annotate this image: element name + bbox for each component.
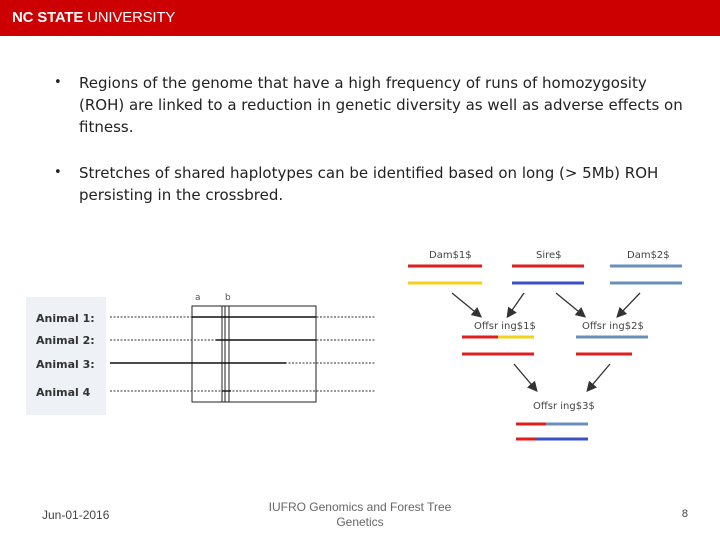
- animal-label-1: Animal 1:: [36, 312, 95, 325]
- animal-label-4: Animal 4: [36, 386, 91, 399]
- logo-bold-text: NC STATE: [12, 9, 84, 26]
- bullet-item-1: [52, 72, 692, 138]
- arrow-dam2-offspring2: [618, 293, 640, 316]
- header-bar: [0, 0, 720, 36]
- bullet-dot: •: [54, 75, 62, 90]
- offspring3-label: Offsr ing$3$: [533, 401, 595, 412]
- pedigree-figure: [400, 238, 700, 458]
- sire-label: Sire$: [536, 250, 562, 261]
- footer-title: IUFRO Genomics and Forest Tree Genetics: [268, 500, 452, 529]
- bullet-text-2: Stretches of shared haplotypes can be identified based on long (> 5Mb) ROH persisting in the crossbred.: [79, 164, 659, 204]
- animal-label-3: Animal 3:: [36, 358, 95, 371]
- bullet-text-1: Regions of the genome that have a high frequency of runs of homozygosity (ROH) are linked to a reduction in genetic diversity as well as adverse effects on fitness.: [79, 74, 683, 136]
- bullet-item-2: [52, 162, 692, 206]
- page-number: 8: [681, 508, 688, 520]
- column-label-b: b: [225, 293, 231, 303]
- column-label-a: a: [195, 293, 201, 303]
- arrow-sire-offspring2: [556, 293, 584, 316]
- offspring1-label: Offsr ing$1$: [474, 321, 536, 332]
- arrow-offspring2-offspring3: [588, 364, 610, 390]
- haplotype-figure: [26, 285, 386, 420]
- logo-rest-text: UNIVERSITY: [83, 9, 176, 26]
- offspring2-label: Offsr ing$2$: [582, 321, 644, 332]
- university-logo: [12, 9, 175, 26]
- bullet-dot: •: [54, 165, 62, 180]
- arrow-offspring1-offspring3: [514, 364, 536, 390]
- footer-date: Jun-01-2016: [42, 508, 110, 522]
- dam2-label: Dam$2$: [627, 250, 670, 261]
- pedigree-diagram: [400, 238, 700, 458]
- haplotype-diagram: [26, 285, 386, 420]
- dam1-label: Dam$1$: [429, 250, 472, 261]
- bullet-list: [52, 72, 692, 230]
- arrow-sire-offspring1: [508, 293, 524, 316]
- arrow-dam1-offspring1: [452, 293, 480, 316]
- animal-label-2: Animal 2:: [36, 334, 95, 347]
